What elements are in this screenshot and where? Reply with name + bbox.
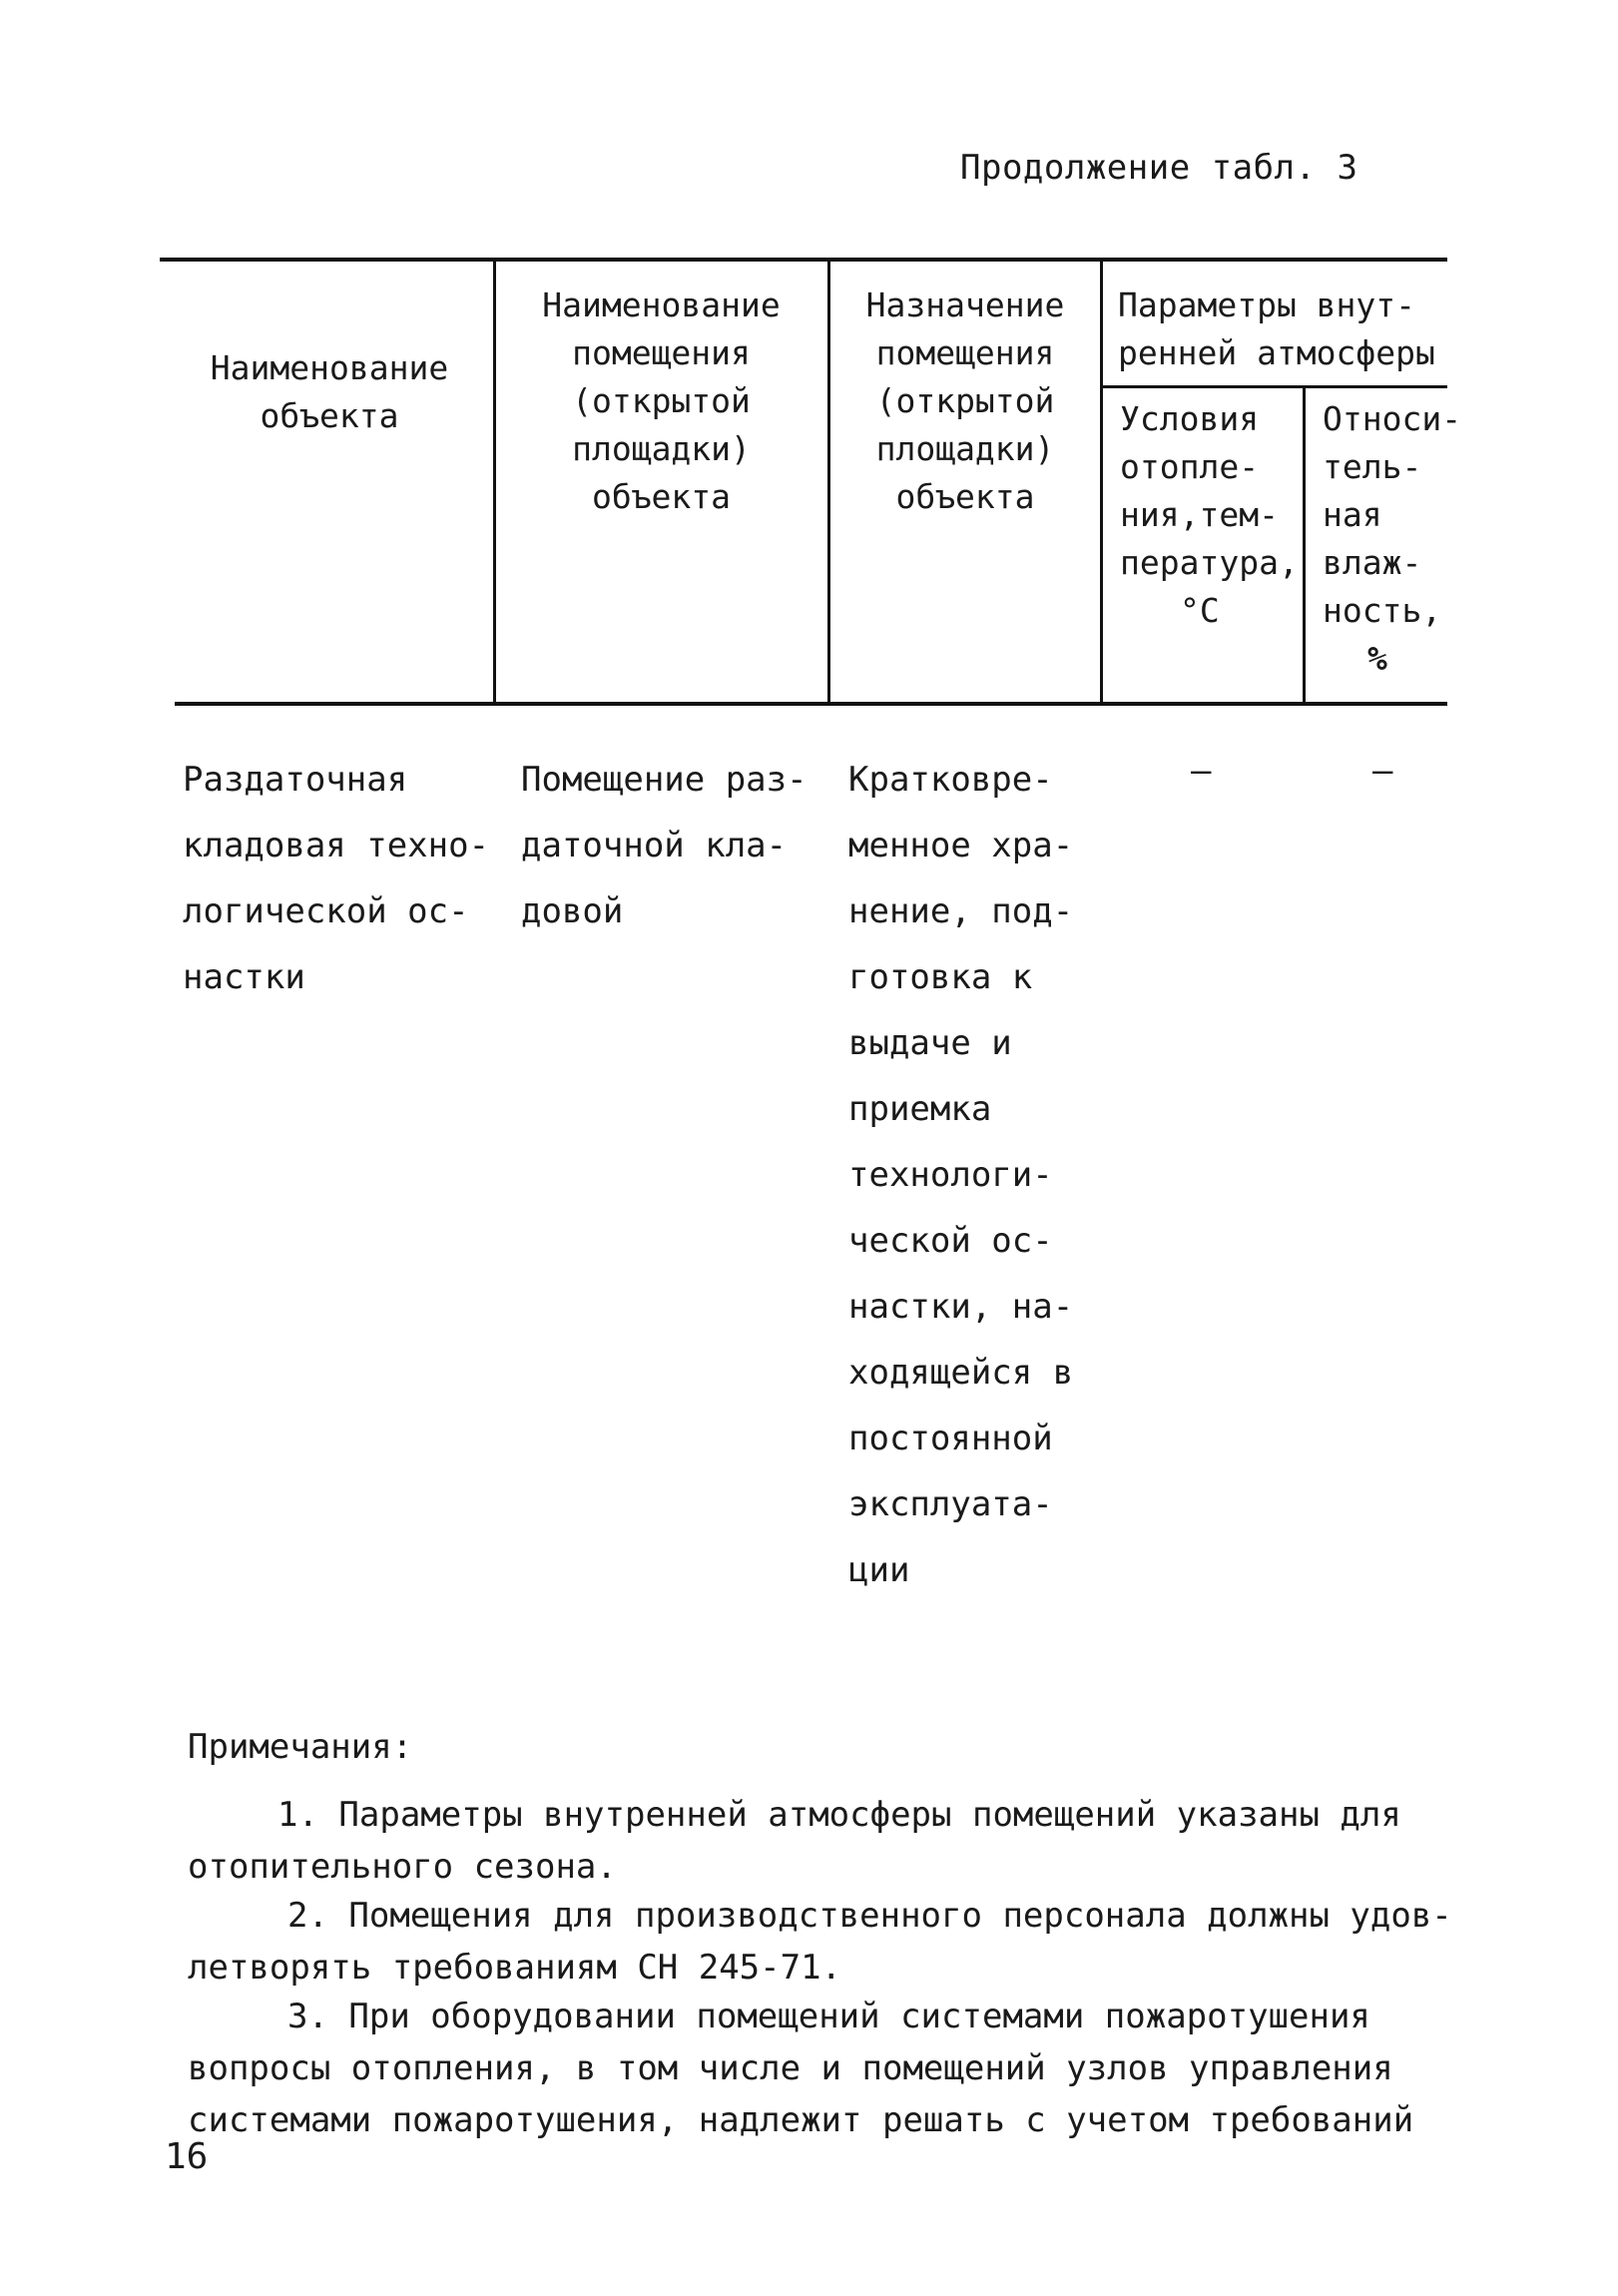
- column-divider-3: [1100, 258, 1103, 704]
- row-object-name: Раздаточная кладовая техно- логической ос- настки: [183, 760, 490, 997]
- column-divider-4: [1303, 387, 1306, 704]
- header-room-name: Наименование помещения (открытой площадки) объекта: [542, 286, 781, 516]
- header-relative-humidity: Относи- тель- ная влаж- ность, %: [1323, 399, 1462, 678]
- table-top-rule: [160, 258, 1447, 262]
- notes-title: Примечания:: [188, 1727, 413, 1767]
- header-heating-temperature: Условия отопле- ния,тем- пература, °C: [1120, 399, 1299, 630]
- header-params-group: Параметры внут- ренней атмосферы: [1118, 286, 1435, 372]
- row-room-name: Помещение раз- даточной кла- довой: [521, 760, 808, 931]
- header-object-name: Наименование объекта: [210, 348, 449, 435]
- page-number: 16: [165, 2136, 209, 2177]
- row-purpose: Кратковре- менное хра- нение, под- готовка к выдаче и приемка технологи- ческой ос- настки, на- ходящейся в постоянной эксплуата- ции: [848, 760, 1074, 1590]
- header-bottom-rule: [175, 702, 1447, 706]
- row-humidity-value: –: [1372, 751, 1393, 791]
- note-1: 1. Параметры внутренней атмосферы помещений указаны для отопительного сезона.: [188, 1795, 1401, 1887]
- column-divider-2: [827, 258, 830, 704]
- note-2: 2. Помещения для производственного персонала должны удов- летворять требованиям СН 245-71.: [188, 1896, 1452, 1988]
- table-continuation-label: Продолжение табл. 3: [960, 148, 1358, 188]
- header-purpose: Назначение помещения (открытой площадки) объекта: [865, 286, 1065, 516]
- column-divider-1: [493, 258, 496, 704]
- params-divider-rule: [1101, 385, 1447, 388]
- row-heating-value: –: [1191, 751, 1212, 791]
- note-3: 3. При оборудовании помещений системами пожаротушения вопросы отопления, в том числе и помещений узлов управления системами пожаротушения, надлежит решать с учетом требований: [188, 1997, 1414, 2140]
